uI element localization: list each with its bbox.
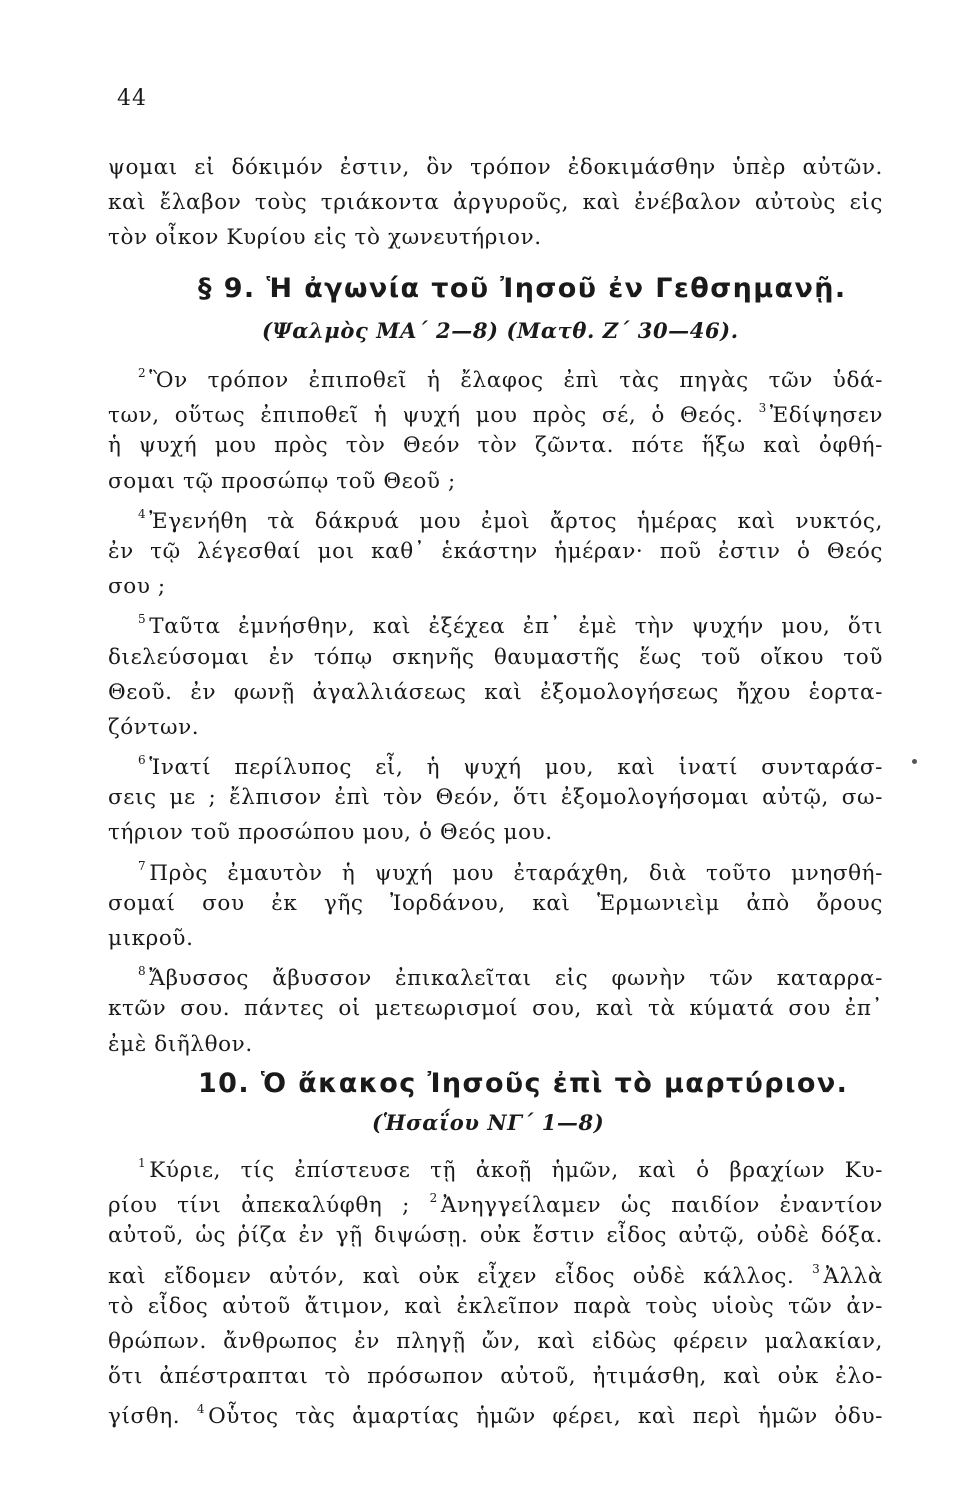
text-line: ὅτι ἀπέστραπται τὸ πρόσωπον αὐτοῦ, ἠτιμάσθη, καὶ οὐκ ἐλο- — [108, 1364, 883, 1390]
text-line: ρίου τίνι ἀπεκαλύφθη ; $^2$ Ἀνηγγείλαμεν ὡς παιδίον ἐναντίον — [108, 1191, 883, 1219]
text-line: κτῶν σου. πάντες οἱ μετεωρισμοί σου, καὶ τὰ κύματά σου ἐπ᾿ — [108, 996, 883, 1022]
verse-number: 1 — [138, 1156, 147, 1170]
text-block-isaiah — [108, 1148, 883, 1430]
section-10-heading: 10. Ὁ ἄκακος Ἰησοῦς ἐπὶ τὸ μαρτύριον. — [198, 1068, 849, 1099]
text-line: τὸ εἶδος αὐτοῦ ἄτιμον, καὶ ἐκλεῖπον παρὰ τοὺς υἱοὺς τῶν ἀν- — [108, 1293, 883, 1319]
text-line: θρώπων. ἄνθρωπος ἐν πληγῇ ὤν, καὶ εἰδὼς φέρειν μαλακίαν, — [108, 1328, 883, 1354]
text-line: σομαι τῷ προσώπῳ τοῦ Θεοῦ ; — [108, 468, 456, 494]
verse-number: 2 — [138, 366, 147, 380]
section-9-subtitle: (Ψαλμὸς ΜΑ´ 2—8) (Ματθ. Ζ´ 30—46). — [262, 318, 739, 343]
text-line: $^6$ Ἱνατί περίλυπος εἶ, ἡ ψυχή μου, καὶ ἱνατί συνταράσ- — [138, 753, 883, 781]
text-line: σου ; — [108, 574, 166, 600]
page-number: 44 — [117, 86, 147, 111]
text-line: καὶ εἴδομεν αὐτόν, καὶ οὐκ εἶχεν εἶδος οὐδὲ κάλλος. $^3$ Ἀλλὰ — [108, 1261, 884, 1289]
text-line: ζόντων. — [108, 714, 200, 740]
text-line: γίσθη. $^4$ Οὗτος τὰς ἁμαρτίας ἡμῶν φέρει, καὶ περὶ ἡμῶν ὀδυ- — [108, 1402, 884, 1430]
text-line: $^8$ Ἄβυσσος ἄβυσσον ἐπικαλεῖται εἰς φωνὴν τῶν καταρρα- — [138, 964, 883, 992]
text-line: Θεοῦ. ἐν φωνῇ ἀγαλλιάσεως καὶ ἐξομολογήσεως ἤχου ἑορτα- — [108, 679, 883, 705]
text-line: αὐτοῦ, ὡς ῥίζα ἐν γῇ διψώσῃ. οὐκ ἔστιν εἶδος αὐτῷ, οὐδὲ δόξα. — [108, 1223, 883, 1249]
section-9-heading: § 9. Ἡ ἀγωνία τοῦ Ἰησοῦ ἐν Γεθσημανῇ. — [198, 273, 847, 304]
ink-speck — [912, 759, 917, 764]
verse-number: 6 — [138, 753, 147, 768]
text-line: ἡ ψυχή μου πρὸς τὸν Θεόν τὸν ζῶντα. πότε ἥξω καὶ ὀφθή- — [108, 433, 883, 459]
verse-number: 3 — [812, 1261, 821, 1276]
section-10-subtitle: (Ἡσαΐου ΝΓ´ 1—8) — [372, 1110, 605, 1135]
verse-number: 4 — [138, 506, 147, 521]
verse-number: 2 — [429, 1191, 438, 1206]
text-line: $^2$ Ὃν τρόπον ἐπιποθεῖ ἡ ἔλαφος ἐπὶ τὰς πηγὰς τῶν ὑδά- — [138, 366, 883, 394]
text-line: των, οὕτως ἐπιποθεῖ ἡ ψυχή μου πρὸς σέ, ὁ Θεός. $^3$ Ἐδίψησεν — [108, 401, 883, 429]
text-line: σεις με ; ἔλπισον ἐπὶ τὸν Θεόν, ὅτι ἐξομολογήσομαι αὐτῷ, σω- — [108, 785, 883, 811]
text-line: $^4$ Ἐγενήθη τὰ δάκρυά μου ἐμοὶ ἄρτος ἡμέρας καὶ νυκτός, — [138, 506, 883, 534]
text-line: καὶ ἔλαβον τοὺς τριάκοντα ἀργυροῦς, καὶ ἐνέβαλον αὐτοὺς εἰς — [108, 190, 883, 216]
text-block-psalm — [108, 358, 883, 1062]
verse-number: 7 — [138, 858, 147, 873]
text-line: $^1$ Κύριε, τίς ἐπίστευσε τῇ ἀκοῇ ἡμῶν, καὶ ὁ βραχίων Κυ- — [138, 1156, 883, 1184]
verse-number: 5 — [138, 612, 147, 627]
text-line: διελεύσομαι ἐν τόπῳ σκηνῆς θαυμαστῆς ἕως τοῦ οἴκου τοῦ — [108, 644, 883, 670]
text-line: τὸν οἶκον Κυρίου εἰς τὸ χωνευτήριον. — [108, 225, 542, 251]
text-line: ἐμὲ διῆλθον. — [108, 1031, 253, 1057]
text-block-continuation — [108, 150, 883, 256]
text-line: μικροῦ. — [108, 926, 194, 951]
text-line: τήριον τοῦ προσώπου μου, ὁ Θεός μου. — [108, 820, 553, 846]
text-line: $^5$ Ταῦτα ἐμνήσθην, καὶ ἐξέχεα ἐπ᾿ ἐμὲ τὴν ψυχήν μου, ὅτι — [138, 612, 883, 640]
text-line: ἐν τῷ λέγεσθαί μοι καθ᾿ ἑκάστην ἡμέραν· ποῦ ἐστιν ὁ Θεός — [108, 538, 883, 564]
verse-number: 4 — [196, 1402, 206, 1417]
text-line: $^7$ Πρὸς ἐμαυτὸν ἡ ψυχή μου ἐταράχθη, διὰ τοῦτο μνησθή- — [138, 858, 883, 886]
verse-number: 3 — [758, 401, 767, 416]
verse-number: 8 — [138, 964, 147, 979]
text-line: σομαί σου ἐκ γῆς Ἰορδάνου, καὶ Ἑρμωνιεὶμ ἀπὸ ὄρους — [108, 890, 883, 916]
text-line: ψομαι εἰ δόκιμόν ἐστιν, ὃν τρόπον ἐδοκιμάσθην ὑπὲρ αὐτῶν. — [108, 155, 883, 180]
